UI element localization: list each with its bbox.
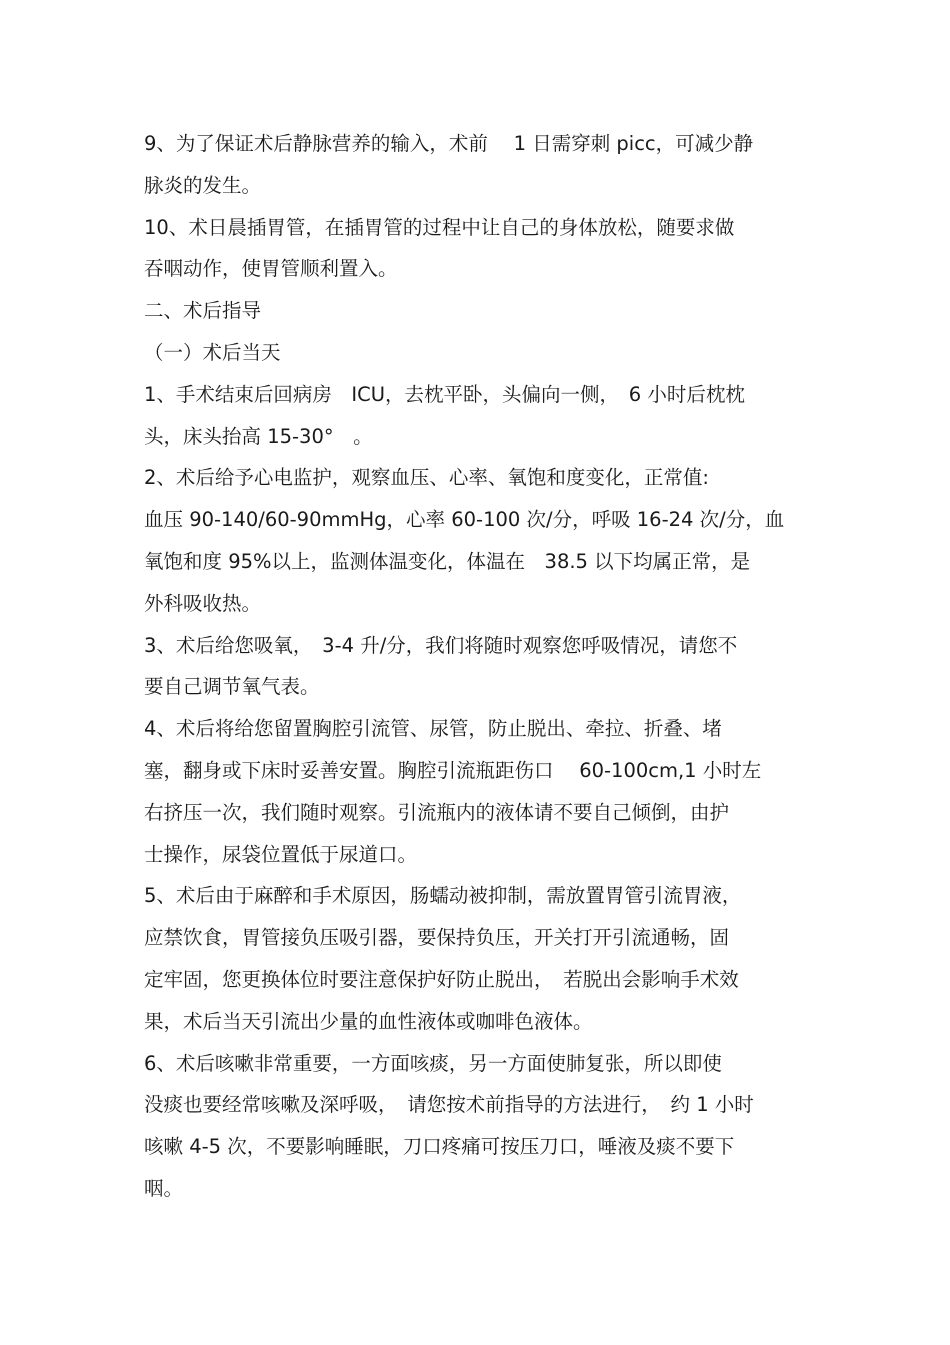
text-line: 脉炎的发生。	[144, 173, 262, 197]
text-line: 6、术后咳嗽非常重要，一方面咳痰，另一方面使肺复张，所以即使	[144, 1051, 722, 1075]
text-line: 氧饱和度 95%以上，监测体温变化，体温在 38.5 以下均属正常，是	[144, 549, 751, 573]
text-line: 咳嗽 4-5 次，不要影响睡眠，刀口疼痛可按压刀口，唾液及痰不要下	[144, 1135, 735, 1159]
text-line: 4、术后将给您留置胸腔引流管、尿管，防止脱出、牵拉、折叠、堵	[144, 717, 722, 741]
text-line: 5、术后由于麻醉和手术原因，肠蠕动被抑制，需放置胃管引流胃液，	[144, 884, 742, 908]
document-body	[144, 126, 809, 1213]
subsection-heading: （一）术后当天	[144, 340, 281, 364]
text-line: 外科吸收热。	[144, 591, 262, 615]
text-line: 2、术后给予心电监护，观察血压、心率、氧饱和度变化，正常值:	[144, 466, 709, 490]
text-line: 3、术后给您吸氧， 3-4 升/分，我们将随时观察您呼吸情况，请您不	[144, 633, 738, 657]
text-line: 果，术后当天引流出少量的血性液体或咖啡色液体。	[144, 1009, 593, 1033]
text-line: 吞咽动作，使胃管顺利置入。	[144, 257, 398, 281]
text-line: 1、手术结束后回病房 ICU，去枕平卧，头偏向一侧， 6 小时后枕枕	[144, 382, 745, 406]
text-line: 头，床头抬高 15-30° 。	[144, 424, 373, 448]
text-line: 右挤压一次，我们随时观察。引流瓶内的液体请不要自己倾倒，由护	[144, 800, 730, 824]
text-line: 9、为了保证术后静脉营养的输入，术前 1 日需穿刺 picc，可减少静	[144, 132, 754, 155]
text-line: 士操作，尿袋位置低于尿道口。	[144, 842, 418, 866]
text-line: 塞，翻身或下床时妥善安置。胸腔引流瓶距伤口 60-100cm,1 小时左	[144, 758, 762, 782]
text-line: 咽。	[144, 1176, 184, 1200]
text-line: 定牢固，您更换体位时要注意保护好防止脱出， 若脱出会影响手术效	[144, 967, 739, 991]
text-line: 10、术日晨插胃管，在插胃管的过程中让自己的身体放松，随要求做	[144, 215, 735, 239]
text-line: 应禁饮食，胃管接负压吸引器，要保持负压，开关打开引流通畅，固	[144, 926, 730, 950]
text-line: 血压 90-140/60-90mmHg，心率 60-100 次/分，呼吸 16-24 次/分，血	[144, 508, 785, 532]
section-heading: 二、术后指导	[144, 299, 262, 323]
text-line: 要自己调节氧气表。	[144, 675, 320, 699]
text-line: 没痰也要经常咳嗽及深呼吸， 请您按术前指导的方法进行， 约 1 小时	[144, 1093, 754, 1117]
